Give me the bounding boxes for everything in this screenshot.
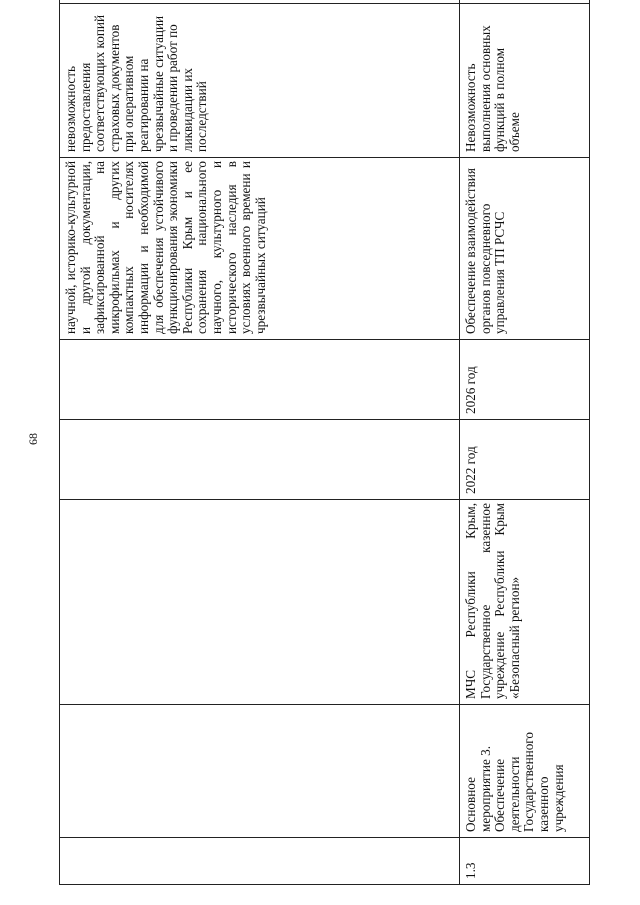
cell-name: Основное мероприятие 3. Обеспечение деятельности Государственного казенного учреждения	[460, 705, 590, 838]
cell-link-top	[60, 0, 460, 4]
cell-end-top	[60, 340, 460, 420]
rotated-table-canvas	[59, 17, 589, 885]
cell-consequence-top: невозможность предоставления соответствующих копий страховых документов при оперативном реагировании на чрезвычайные ситуации и проведении работ по ликвидации их последствий	[60, 4, 460, 158]
table-row	[460, 0, 590, 885]
cell-result: Обеспечение взаимодействия органов повседневного управления ТП РСЧС	[460, 158, 590, 340]
cell-number-top	[60, 838, 460, 885]
table-row	[60, 0, 460, 885]
cell-start-year: 2022 год	[460, 420, 590, 500]
cell-number: 1.3	[460, 838, 590, 885]
cell-end-year: 2026 год	[460, 340, 590, 420]
cell-name-top	[60, 705, 460, 838]
page-number: 68	[26, 433, 40, 445]
cell-executor-top	[60, 500, 460, 705]
program-table	[59, 0, 590, 885]
cell-executor: МЧС Республики Крым, Государственное казенное учреждение Республики Крым «Безопасный регион»	[460, 500, 590, 705]
cell-link	[460, 0, 590, 4]
cell-result-top: научной, историко-культурной и другой документации, зафиксированной на микрофильмах и других компактных носителях информации и необходимой для обеспечения устойчивого функционирования экономики Республики Крым и ее сохранения национального научного, культурного и исторического наследия в условиях военного времени и чрезвычайных ситуаций	[60, 158, 460, 340]
cell-consequence: Невозможность выполнения основных функций в полном объеме	[460, 4, 590, 158]
cell-start-top	[60, 420, 460, 500]
